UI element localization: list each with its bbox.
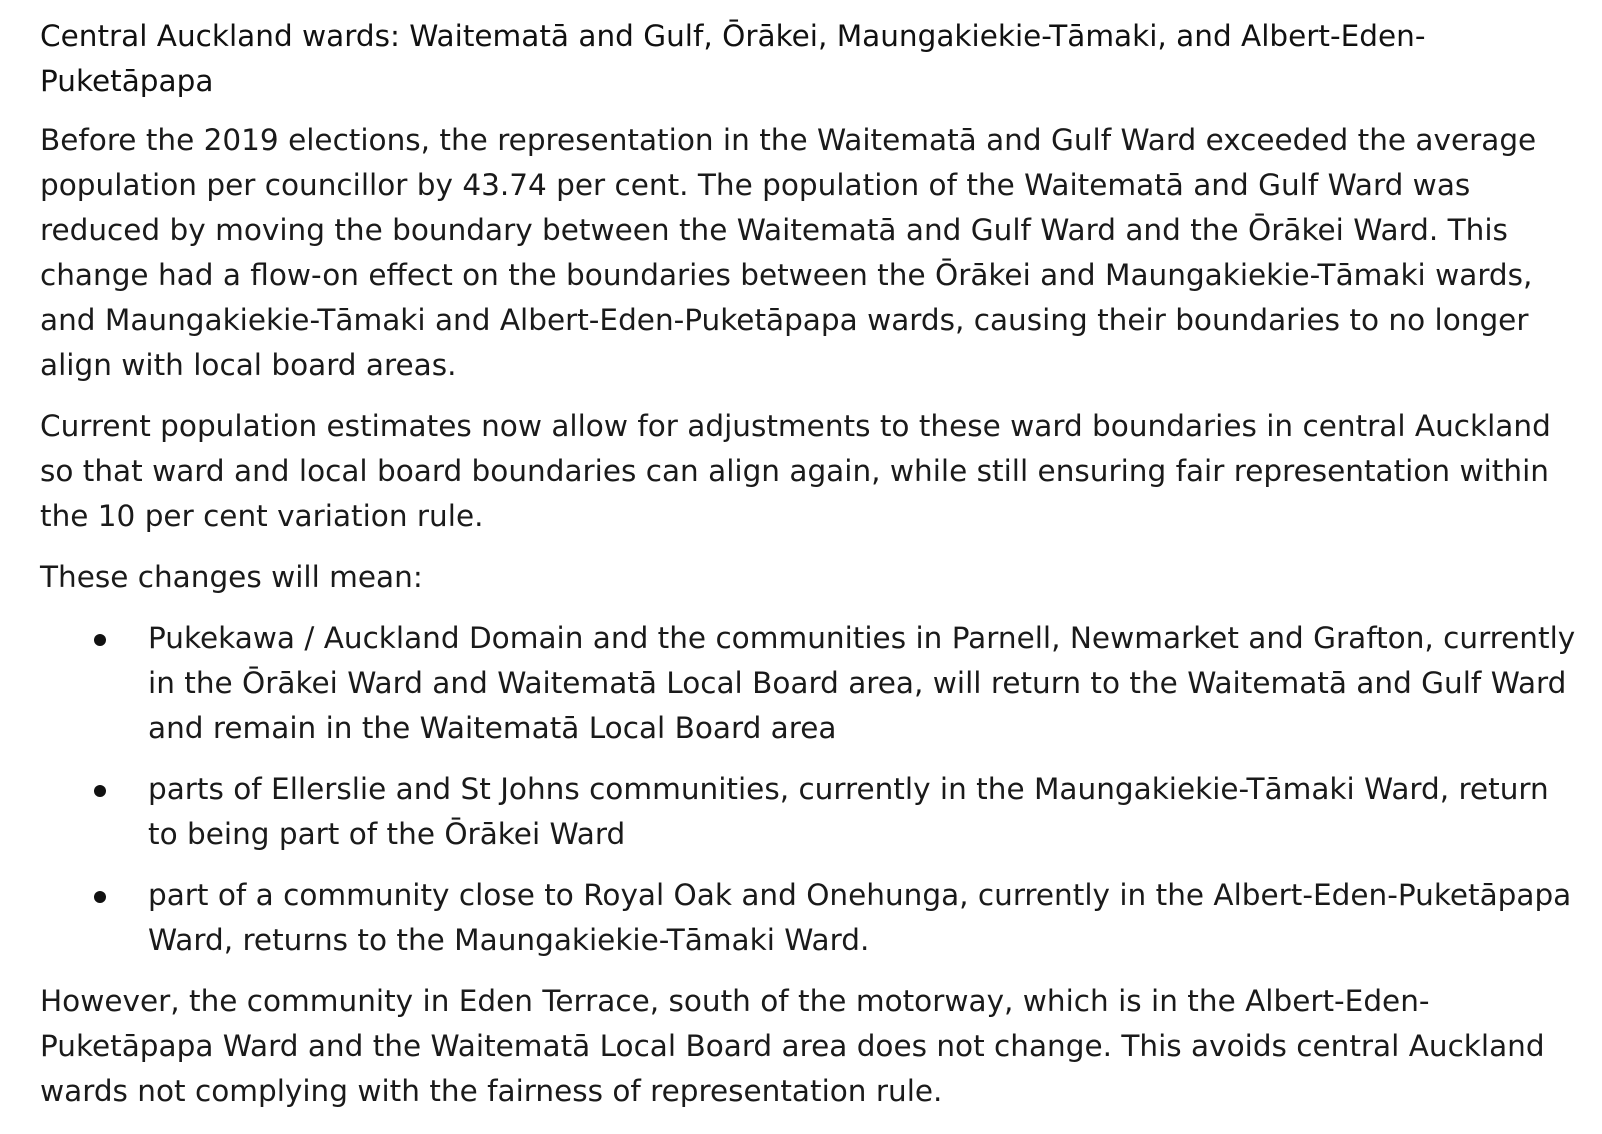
list-item-text: Pukekawa / Auckland Domain and the communities in Parnell, Newmarket and Grafton, currently in the Ōrākei Ward and Waitematā Local Board area, will return to the Waitematā and Gulf Ward and remain in the Waitematā Local Board area: [148, 621, 1576, 745]
bullet-dot-icon: [94, 634, 106, 646]
list-item-text: part of a community close to Royal Oak and Onehunga, currently in the Albert-Eden-Puketāpapa Ward, returns to the Maungakiekie-Tāmaki Ward.: [148, 878, 1572, 957]
paragraph-changes-intro: These changes will mean:: [40, 560, 423, 594]
paragraph-closing: However, the community in Eden Terrace, south of the motorway, which is in the Albert-Eden-Puketāpapa Ward and the Waitematā Local Board area does not change. This avoids central Auckland wards not complying with the fairness of representation rule.: [40, 984, 1545, 1108]
changes-list: [40, 616, 1580, 963]
list-item: [40, 873, 1580, 963]
list-item-text: parts of Ellerslie and St Johns communities, currently in the Maungakiekie-Tāmaki Ward, return to being part of the Ōrākei Ward: [148, 772, 1549, 851]
bullet-dot-icon: [94, 785, 106, 797]
section-heading: Central Auckland wards: Waitematā and Gulf, Ōrākei, Maungakiekie-Tāmaki, and Albert-Eden-Puketāpapa: [40, 19, 1426, 98]
paragraph-current-estimates: Current population estimates now allow for adjustments to these ward boundaries in central Auckland so that ward and local board boundaries can align again, while still ensuring fair representation within the 10 per cent variation rule.: [40, 409, 1551, 533]
paragraph-background: Before the 2019 elections, the representation in the Waitematā and Gulf Ward exceeded the average population per councillor by 43.74 per cent. The population of the Waitematā and Gulf Ward was reduced by moving the boundary between the Waitematā and Gulf Ward and the Ōrākei Ward. This change had a flow-on effect on the boundaries between the Ōrākei and Maungakiekie-Tāmaki wards, and Maungakiekie-Tāmaki and Albert-Eden-Puketāpapa wards, causing their boundaries to no longer align with local board areas.: [40, 123, 1537, 382]
list-item: [40, 616, 1580, 751]
list-item: [40, 767, 1580, 857]
article-content: [40, 14, 1580, 1130]
bullet-dot-icon: [94, 891, 106, 903]
